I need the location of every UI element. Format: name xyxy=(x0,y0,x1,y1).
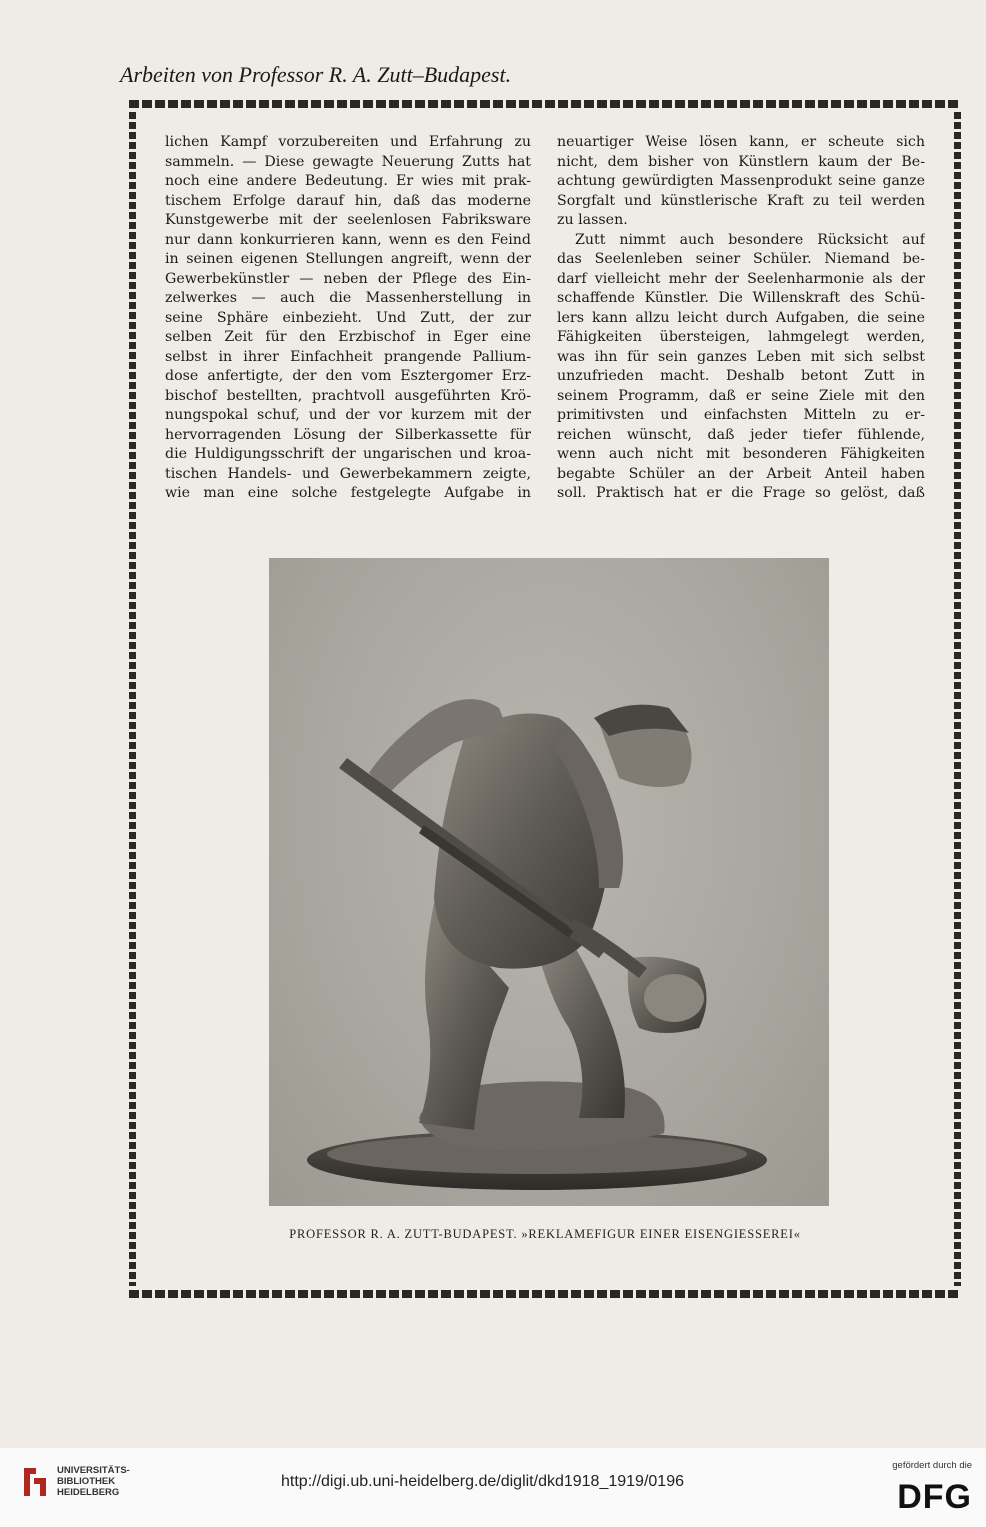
permalink-url[interactable]: http://digi.ub.uni-heidelberg.de/diglit/dkd1918_1919/0196 xyxy=(281,1473,684,1490)
text-line: tischem Erfolge darauf hin, daß das moderne xyxy=(165,192,531,209)
text-line: reichen wünscht, daß jeder tiefer fühlende, xyxy=(557,426,925,443)
text-line: selbst in ihrer Einfachheit prangende Pallium- xyxy=(165,348,531,365)
text-line: lichen Kampf vorzubereiten und Erfahrung zu xyxy=(165,134,531,150)
text-line: das Seelenleben seiner Schüler. Niemand be- xyxy=(557,251,925,267)
text-line: seinem Programm, daß er seine Ziele mit den xyxy=(557,387,925,404)
text-line: lers kann allzu leicht durch Aufgaben, die seine xyxy=(557,309,925,326)
text-line: bischof bestellten, prachtvoll ausgeführten Krö- xyxy=(165,387,531,404)
sculpture-photograph xyxy=(269,558,829,1206)
text-line: soll. Praktisch hat er die Frage so gelöst, daß xyxy=(557,485,925,501)
dfg-logo: DFG xyxy=(897,1478,972,1516)
library-name-line: BIBLIOTHEK xyxy=(57,1476,116,1487)
text-line: was ihn für sein ganzes Leben mit sich selbst xyxy=(557,348,925,365)
text-line: schaffende Künstler. Die Willenskraft des Schü- xyxy=(557,290,925,306)
border-top xyxy=(129,100,961,108)
text-line: unzufrieden macht. Deshalb betont Zutt in xyxy=(557,368,925,384)
text-line: selben Zeit für den Erzbischof in Eger eine xyxy=(165,329,531,345)
text-line: wenn auch nicht mit besonderen Fähigkeiten xyxy=(557,446,925,462)
text-line: darf vielleicht mehr der Seelenharmonie als der xyxy=(557,270,925,287)
text-line: achtung gewürdigten Massenprodukt seine ganze xyxy=(557,173,925,189)
text-line: wie man eine solche festgelegte Aufgabe in xyxy=(165,485,531,501)
text-line: noch eine andere Bedeutung. Er wies mit prak- xyxy=(165,173,531,189)
foundry-worker-figurine-illustration xyxy=(269,558,829,1206)
library-name-line: HEIDELBERG xyxy=(57,1487,120,1498)
text-line: zu lassen. xyxy=(557,212,628,228)
text-line: nungspokal schuf, und der vor kurzem mit der xyxy=(165,407,531,423)
digitization-footer xyxy=(0,1448,986,1527)
text-line: hervorragenden Lösung der Silberkassette für xyxy=(165,426,531,443)
funded-by-label: gefördert durch die xyxy=(892,1460,972,1471)
border-left xyxy=(129,112,136,1286)
text-line: tischen Handels- und Gewerbekammern zeigte, xyxy=(165,465,531,482)
border-bottom xyxy=(129,1290,961,1298)
text-line: nicht, dem bisher von Künstlern kaum der Be- xyxy=(557,153,925,170)
text-line: in seinen eigenen Stellungen angreift, wenn der xyxy=(165,251,531,267)
text-line: Fähigkeiten übersteigen, lahmgelegt werden, xyxy=(557,329,925,345)
text-line: sammeln. — Diese gewagte Neuerung Zutts hat xyxy=(165,153,531,170)
library-name xyxy=(57,1465,130,1498)
text-line: seine Sphäre einbezieht. Und Zutt, der zur xyxy=(165,309,531,326)
text-line: nur dann konkurrieren kann, wenn es den Feind xyxy=(165,231,531,248)
text-line: Sorgfalt und künstlerische Kraft zu teil werden xyxy=(557,192,925,209)
text-line: dose anfertigte, der den vom Esztergomer Erz- xyxy=(165,368,531,384)
text-line: primitivsten und einfachsten Mitteln zu er- xyxy=(557,407,925,423)
text-line: Zutt nimmt auch besondere Rücksicht auf xyxy=(575,231,925,248)
border-right xyxy=(954,112,961,1286)
text-line: neuartiger Weise lösen kann, er scheute sich xyxy=(557,134,925,150)
text-line: Kunstgewerbe mit der seelenlosen Fabriksware xyxy=(165,212,531,228)
running-title: Arbeiten von Professor R. A. Zutt–Budapest. xyxy=(120,62,512,87)
figure-caption: PROFESSOR R. A. ZUTT-BUDAPEST. »REKLAMEFIGUR EINER EISENGIESSEREI« xyxy=(289,1227,801,1241)
library-name-line: UNIVERSITÄTS- xyxy=(57,1465,130,1476)
text-line: begabte Schüler an der Arbeit Anteil haben xyxy=(557,465,925,482)
text-column-left xyxy=(165,133,531,504)
text-line: zelwerkes — auch die Massenherstellung in xyxy=(165,290,531,306)
library-logo-icon xyxy=(20,1464,50,1500)
text-line: die Huldigungsschrift der ungarischen und kroa- xyxy=(165,446,531,462)
text-line: Gewerbekünstler — neben der Pflege des Ein- xyxy=(165,270,531,287)
text-column-right xyxy=(557,133,925,504)
